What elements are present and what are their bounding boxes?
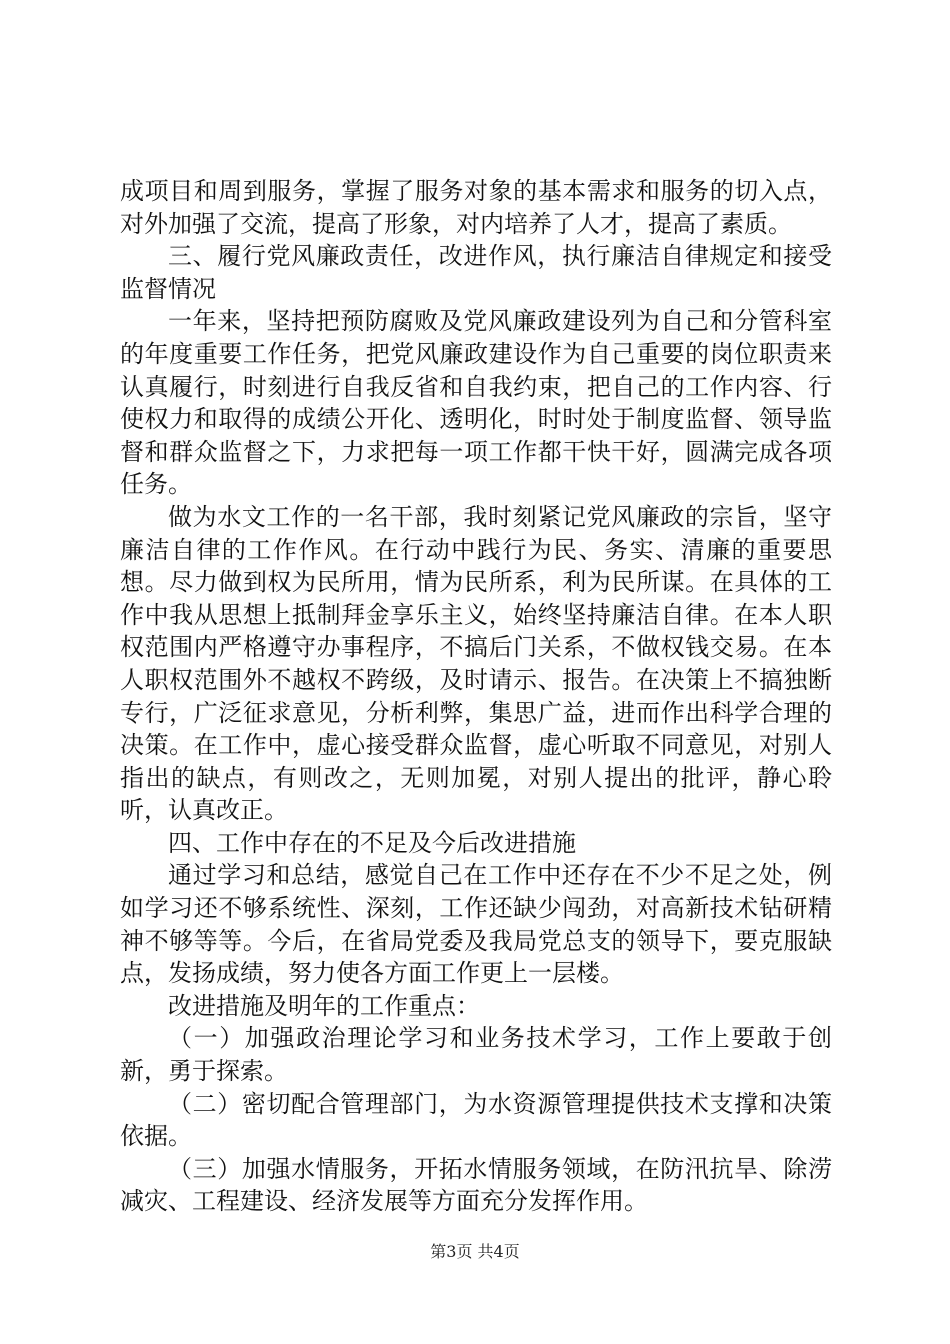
list-item-3: （三）加强水情服务，开拓水情服务领域，在防汛抗旱、除涝减灾、工程建设、经济发展等方面充分发挥作用。	[120, 1154, 832, 1216]
paragraph-1: 成项目和周到服务，掌握了服务对象的基本需求和服务的切入点，对外加强了交流，提高了形象，对内培养了人才，提高了素质。	[120, 177, 832, 238]
paragraph-6: 通过学习和总结，感觉自己在工作中还存在不少不足之处，例如学习还不够系统性、深刻，工作还缺少闯劲，对高新技术钻研精神不够等等。今后，在省局党委及我局党总支的领导下，要克服缺点，发扬成绩，努力使各方面工作更上一层楼。	[120, 861, 832, 988]
heading-section-3: 三、履行党风廉政责任，改进作风，执行廉洁自律规定和接受监督情况	[120, 242, 832, 303]
list-item-2: （二）密切配合管理部门，为水资源管理提供技术支撑和决策依据。	[120, 1089, 832, 1151]
document-body	[120, 175, 832, 1218]
paragraph-3: 一年来，坚持把预防腐败及党风廉政建设列为自己和分管科室的年度重要工作任务，把党风廉政建设作为自己重要的岗位职责来认真履行，时刻进行自我反省和自我约束，把自己的工作内容、行使权力和取得的成绩公开化、透明化，时时处于制度监督、领导监督和群众监督之下，力求把每一项工作都干快干好，圆满完成各项任务。	[120, 307, 832, 499]
page-footer: 第3页 共4页	[430, 1242, 520, 1261]
paragraph-7: 改进措施及明年的工作重点：	[168, 991, 480, 1020]
paragraph-4: 做为水文工作的一名干部，我时刻紧记党风廉政的宗旨，坚守廉洁自律的工作作风。在行动中践行为民、务实、清廉的重要思想。尽力做到权为民所用，情为民所系，利为民所谋。在具体的工作中我从思想上抵制拜金享乐主义，始终坚持廉洁自律。在本人职权范围内严格遵守办事程序，不搞后门关系，不做权钱交易。在本人职权范围外不越权不跨级，及时请示、报告。在决策上不搞独断专行，广泛征求意见，分析利弊，集思广益，进而作出科学合理的决策。在工作中，虚心接受群众监督，虚心听取不同意见，对别人指出的缺点，有则改之，无则加冕，对别人提出的批评，静心聆听，认真改正。	[120, 502, 832, 825]
list-item-1: （一）加强政治理论学习和业务技术学习，工作上要敢于创新，勇于探索。	[120, 1024, 832, 1086]
heading-section-4: 四、工作中存在的不足及今后改进措施	[168, 828, 576, 857]
